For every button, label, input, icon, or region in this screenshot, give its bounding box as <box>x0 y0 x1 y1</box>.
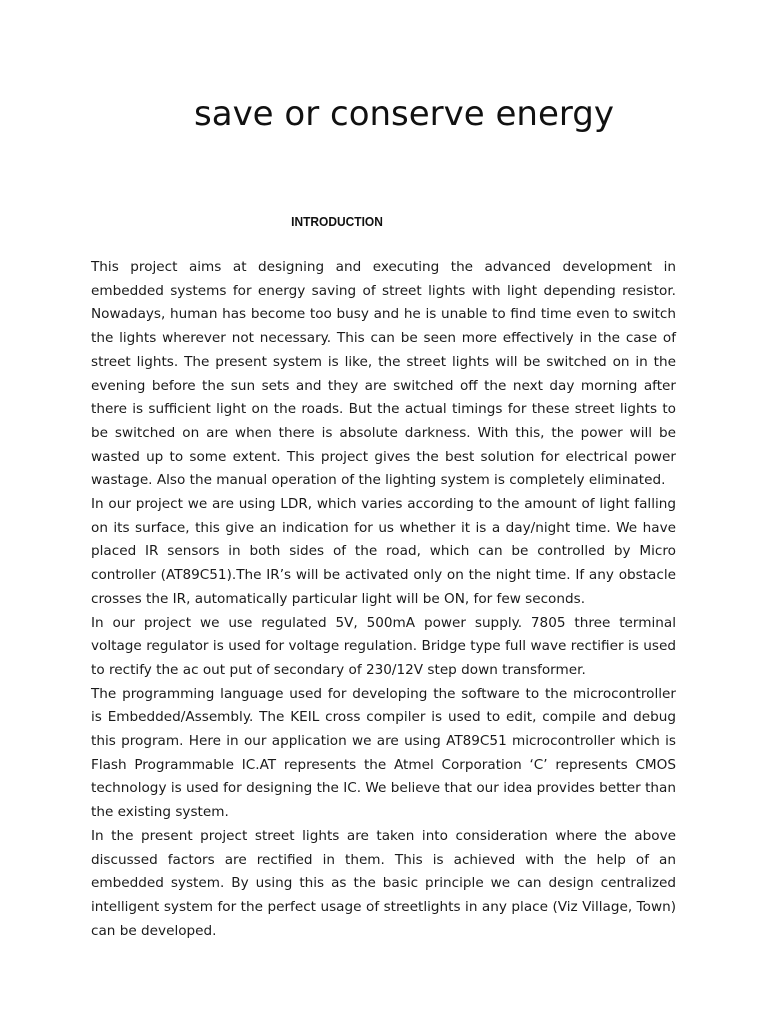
paragraph: In the present project street lights are taken into consideration where the above discussed factors are rectified in them. This is achieved with the help of an embedded system. By using this as the basic principle we can design centralized intelligent system for the perfect usage of streetlights in any place (Viz Village, Town) can be developed. <box>91 827 676 939</box>
paragraph: The programming language used for developing the software to the microcontroller is Embedded/Assembly. The KEIL cross compiler is used to edit, compile and debug this program. Here in our application we are using AT89C51 microcontroller which is Flash Programmable IC.AT represents the Atmel Corporation ‘C’ represents CMOS technology is used for designing the IC. We believe that our idea provides better than the existing system. <box>91 685 676 821</box>
paragraph: This project aims at designing and executing the advanced development in embedded systems for energy saving of street lights with light depending resistor. Nowadays, human has become too busy and he is unable to find time even to switch the lights wherever not necessary. This can be seen more effectively in the case of street lights. The present system is like, the street lights will be switched on in the evening before the sun sets and they are switched off the next day morning after there is sufficient light on the roads. But the actual timings for these street lights to be switched on are when there is absolute darkness. With this, the power will be wasted up to some extent. This project gives the best solution for electrical power wastage. Also the manual operation of the lighting system is completely eliminated. <box>91 259 676 489</box>
paragraph: In our project we use regulated 5V, 500mA power supply. 7805 three terminal voltage regulator is used for voltage regulation. Bridge type full wave rectifier is used to rectify the ac out put of secondary of 230/12V step down transformer. <box>91 614 676 678</box>
document-title: save or conserve energy <box>194 94 614 134</box>
section-heading: INTRODUCTION <box>291 214 383 229</box>
document-body <box>91 256 676 943</box>
paragraph: In our project we are using LDR, which varies according to the amount of light falling on its surface, this give an indication for us whether it is a day/night time. We have placed IR sensors in both sides of the road, which can be controlled by Micro controller (AT89C51).The IR’s will be activated only on the night time. If any obstacle crosses the IR, automatically particular light will be ON, for few seconds. <box>91 496 676 607</box>
